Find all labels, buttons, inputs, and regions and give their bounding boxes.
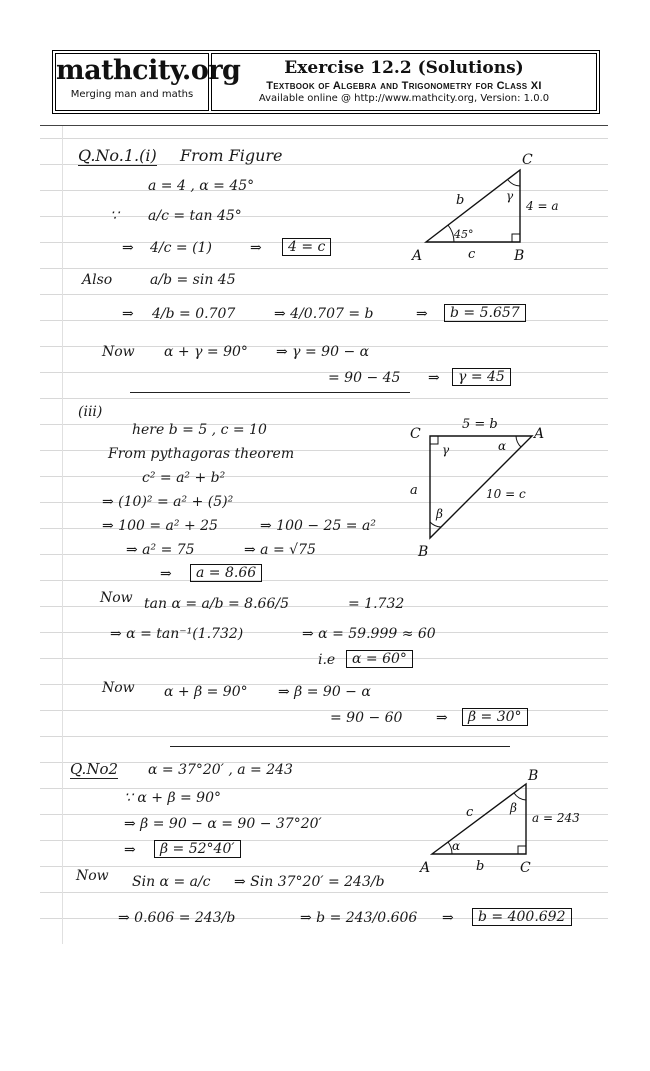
q1-l2: 4/c = (1) — [150, 240, 212, 256]
q2-label: Q.No2 — [70, 760, 119, 778]
q2-right-angle-mark — [518, 846, 526, 854]
q1iii-side-a: a — [410, 483, 418, 498]
q1-given: a = 4 , α = 45° — [148, 178, 255, 194]
q2-side-c: c — [466, 805, 474, 820]
q1iii-l9: α + β = 90° — [164, 684, 248, 700]
q1iii-answer-alpha: α = 60° — [346, 650, 413, 668]
q1-l3: a/b = sin 45 — [150, 272, 236, 288]
notebook-rule-line — [40, 398, 608, 399]
q2-answer-beta: β = 52°40′ — [154, 840, 241, 858]
q1-triangle-diagram — [410, 146, 590, 271]
q1-l5-mid: ⇒ γ = 90 − α — [276, 344, 370, 360]
q1-l4-mid: ⇒ 4/0.707 = b — [274, 306, 374, 322]
q1iii-right-angle-mark — [430, 436, 438, 444]
q1iii-l10: = 90 − 60 — [330, 710, 403, 726]
q1-also: Also — [82, 272, 113, 288]
q2-angle-alpha: α — [452, 839, 461, 853]
q2-angle-arc-b — [514, 793, 526, 800]
q1-l5: α + γ = 90° — [164, 344, 248, 360]
q1iii-l6-val: = 1.732 — [348, 596, 405, 612]
q1iii-answer-a: a = 8.66 — [190, 564, 262, 582]
q2-angle-beta: β — [510, 801, 517, 815]
q2-l5-mid: ⇒ b = 243/0.606 — [300, 910, 418, 926]
q1-answer-b: b = 5.657 — [444, 304, 526, 322]
q2-vertex-a: A — [420, 860, 431, 876]
q1iii-l10-arrow: ⇒ — [436, 710, 448, 726]
q1-l1-pre: ∵ — [110, 208, 119, 224]
q2-now: Now — [76, 868, 109, 884]
q1-side-c: c — [468, 247, 476, 262]
q2-l5: ⇒ 0.606 = 243/b — [118, 910, 236, 926]
q1-l4-arrow: ⇒ — [416, 306, 428, 322]
q2-l5-arrow: ⇒ — [442, 910, 454, 926]
q1iii-given: here b = 5 , c = 10 — [132, 422, 267, 438]
exercise-title: Exercise 12.2 (Solutions) — [284, 58, 524, 78]
page-header — [52, 50, 600, 114]
q1iii-side-hyp: 10 = c — [486, 487, 526, 501]
q1iii-l2: ⇒ (10)² = a² + (5)² — [102, 494, 234, 510]
q1iii-l4-mid: ⇒ a = √75 — [244, 542, 316, 558]
q2-side-a: a = 243 — [532, 811, 580, 825]
availability-text: Available online @ http://www.mathcity.org, Version: 1.0.0 — [258, 93, 550, 104]
notebook-rule-line — [40, 892, 608, 893]
q1-l4: 4/b = 0.707 — [152, 306, 236, 322]
brand-box — [55, 53, 241, 111]
notebook-page — [40, 125, 608, 946]
notebook-rule-line — [40, 294, 608, 295]
q1iii-l3: ⇒ 100 = a² + 25 — [102, 518, 218, 534]
q1-l1: a/c = tan 45° — [148, 208, 242, 224]
q1iii-l5-pre: ⇒ — [160, 566, 172, 582]
notebook-rule-line — [40, 606, 608, 607]
q1iii-vertex-c: C — [410, 426, 421, 442]
q1iii-l3-mid: ⇒ 100 − 25 = a² — [260, 518, 376, 534]
q1iii-l1: c² = a² + b² — [142, 470, 226, 486]
q1-l2-arrow: ⇒ — [250, 240, 262, 256]
q1-vertex-c: C — [522, 152, 533, 168]
q1-answer-gamma: γ = 45 — [452, 368, 511, 386]
q1iii-now2: Now — [102, 680, 135, 696]
q1iii-triangle-diagram — [400, 412, 580, 562]
notebook-rule-line — [40, 762, 608, 763]
q2-l2: ⇒ β = 90 − α = 90 − 37°20′ — [124, 816, 322, 832]
q2-side-b: b — [476, 859, 485, 874]
q1iii-l9-mid: ⇒ β = 90 − α — [278, 684, 371, 700]
brand-logo[interactable]: mathcity.org — [56, 55, 241, 86]
q1-right-angle-mark — [512, 234, 520, 242]
q1iii-angle-gamma: γ — [442, 443, 450, 457]
q1-side-b: b — [456, 193, 465, 208]
exercise-subtitle: Textbook of Algebra and Trigonometry for Class XI — [266, 80, 542, 92]
q1-angle-arc-c — [508, 180, 520, 186]
q1iii-label: (iii) — [78, 404, 103, 420]
notebook-rule-line — [40, 580, 608, 581]
q2-answer-b: b = 400.692 — [472, 908, 572, 926]
q1iii-angle-arc-b — [430, 522, 441, 527]
q1iii-side-top: 5 = b — [462, 417, 498, 432]
q1iii-l4: ⇒ a² = 75 — [126, 542, 195, 558]
q1iii-now: Now — [100, 590, 133, 606]
separator-1 — [130, 392, 410, 393]
margin-line — [62, 126, 63, 944]
q2-vertex-b: B — [528, 768, 539, 784]
q2-l4: Sin α = a/c — [132, 874, 211, 890]
q1-vertex-a: A — [412, 248, 423, 264]
q2-l4-mid: ⇒ Sin 37°20′ = 243/b — [234, 874, 385, 890]
q1-angle-gamma: γ — [506, 189, 514, 203]
q1-answer-c: 4 = c — [282, 238, 331, 256]
q1iii-angle-beta: β — [436, 507, 443, 521]
q1iii-vertex-b: B — [418, 544, 429, 560]
q1-intro: From Figure — [180, 146, 283, 165]
q1-side-a: 4 = a — [526, 199, 559, 213]
q1iii-l7-mid: ⇒ α = 59.999 ≈ 60 — [302, 626, 436, 642]
q1iii-intro: From pythagoras theorem — [108, 446, 295, 462]
q2-given: α = 37°20′ , a = 243 — [148, 762, 293, 778]
q2-triangle-diagram — [410, 766, 600, 881]
q2-vertex-c: C — [520, 860, 531, 876]
q1iii-angle-alpha: α — [498, 439, 507, 453]
q1-now: Now — [102, 344, 135, 360]
notebook-rule-line — [40, 372, 608, 373]
q1-l6-arrow: ⇒ — [428, 370, 440, 386]
q1iii-ie: i.e — [318, 652, 336, 668]
q1-l4-pre: ⇒ — [122, 306, 134, 322]
notebook-rule-line — [40, 736, 608, 737]
q2-l3-pre: ⇒ — [124, 842, 136, 858]
notebook-rule-line — [40, 138, 608, 139]
q1iii-answer-beta: β = 30° — [462, 708, 528, 726]
q1-l6: = 90 − 45 — [328, 370, 401, 386]
title-box — [211, 53, 597, 111]
q1-label: Q.No.1.(i) — [78, 146, 157, 165]
q1-l2-pre: ⇒ — [122, 240, 134, 256]
q1iii-vertex-a: A — [534, 426, 545, 442]
separator-2 — [170, 746, 510, 747]
q1iii-angle-arc-a — [516, 436, 521, 447]
q1-angle-45: 45° — [454, 228, 474, 241]
q1-vertex-b: B — [514, 248, 525, 264]
q2-l1: ∵ α + β = 90° — [124, 790, 221, 806]
q2-triangle — [432, 784, 526, 854]
q1iii-l7: ⇒ α = tan⁻¹(1.732) — [110, 626, 244, 642]
brand-tagline: Merging man and maths — [70, 89, 194, 100]
q1iii-l6: tan α = a/b = 8.66/5 — [144, 596, 289, 612]
